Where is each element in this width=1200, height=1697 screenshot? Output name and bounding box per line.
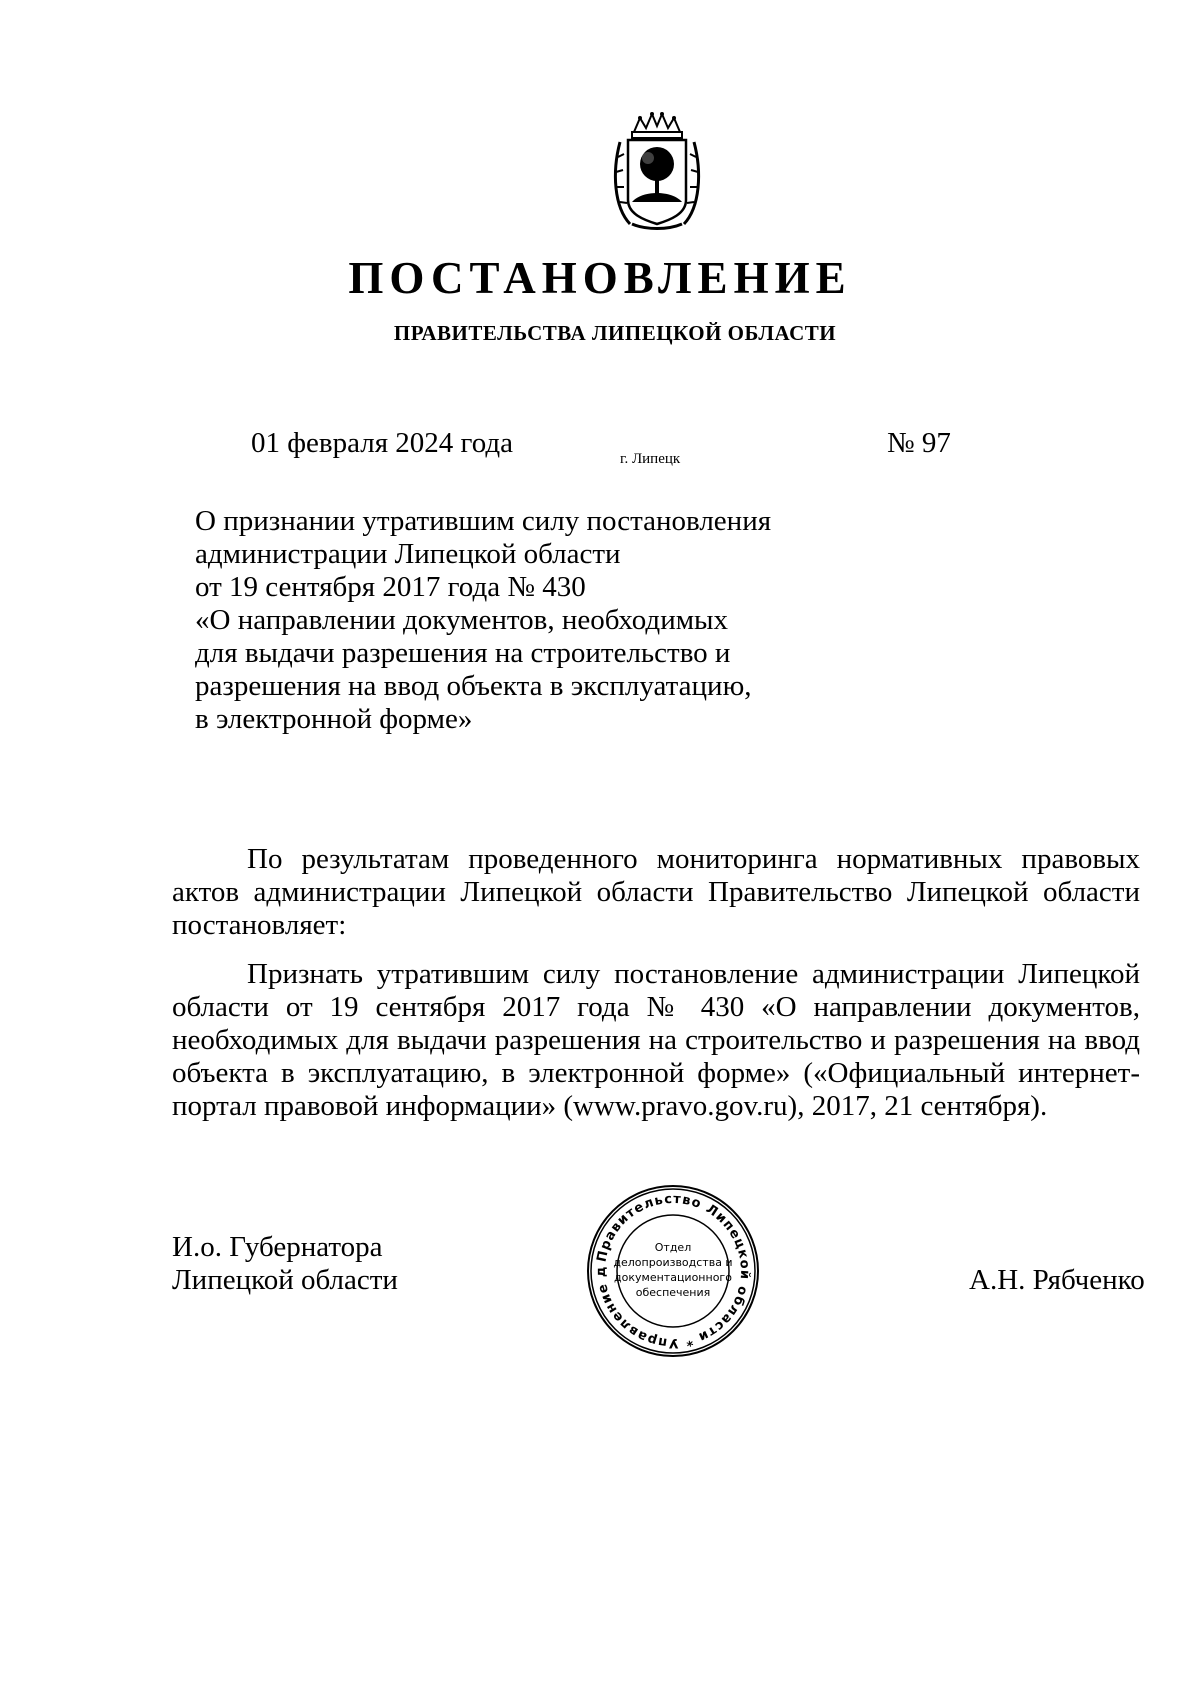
document-title-line: администрации Липецкой области [195,538,621,570]
signatory-position [172,1231,398,1297]
stamp-inner-line: обеспечения [635,1286,711,1299]
document-date: 01 февраля 2024 года [251,427,514,459]
document-title-line: для выдачи разрешения на строительство и [195,637,731,669]
stamp-inner-line: документационного [614,1271,732,1284]
stamp-inner-line: Отдел [654,1241,692,1254]
signatory-position-line: Липецкой области [172,1264,398,1296]
document-title [195,505,835,736]
document-title-line: «О направлении документов, необходимых [195,604,729,636]
lipetsk-coat-of-arms-icon [610,112,704,234]
stamp-outer-text: Правительство Липецкой области * Управление д [593,1191,753,1351]
document-city: г. Липецк [620,451,681,467]
coat-of-arms-emblem [610,112,704,234]
document-number: № 97 [887,427,951,459]
document-type-heading: ПОСТАНОВЛЕНИЕ [348,253,852,303]
document-title-line: О признании утратившим силу постановления [195,505,772,537]
signatory-position-line: И.о. Губернатора [172,1231,383,1263]
document-title-line: разрешения на ввод объекта в эксплуатацию, [195,670,752,702]
stamp-inner-line: делопроизводства и [613,1256,733,1269]
signatory-name: А.Н. Рябченко [969,1264,1145,1296]
body-paragraph: Признать утратившим силу постановление администрации Липецкой области от 19 сентября 2017 года № 430 «О направлении документов, необходимых для выдачи разрешения на строительство и разрешения на ввод объекта в эксплуатацию, в электронной форме» («Официальный интернет-портал правовой информации» (www.pravo.gov.ru), 2017, 21 сентября). [172,958,1140,1122]
document-title-line: от 19 сентября 2017 года № 430 [195,571,586,603]
stamp-seal-icon [585,1183,761,1359]
body-paragraph: По результатам проведенного мониторинга нормативных правовых актов администрации Липецкой области Правительство Липецкой области постановляет: [172,843,1140,941]
issuing-authority: ПРАВИТЕЛЬСТВА ЛИПЕЦКОЙ ОБЛАСТИ [393,321,837,345]
official-stamp [585,1183,761,1359]
document-title-line: в электронной форме» [195,703,473,735]
